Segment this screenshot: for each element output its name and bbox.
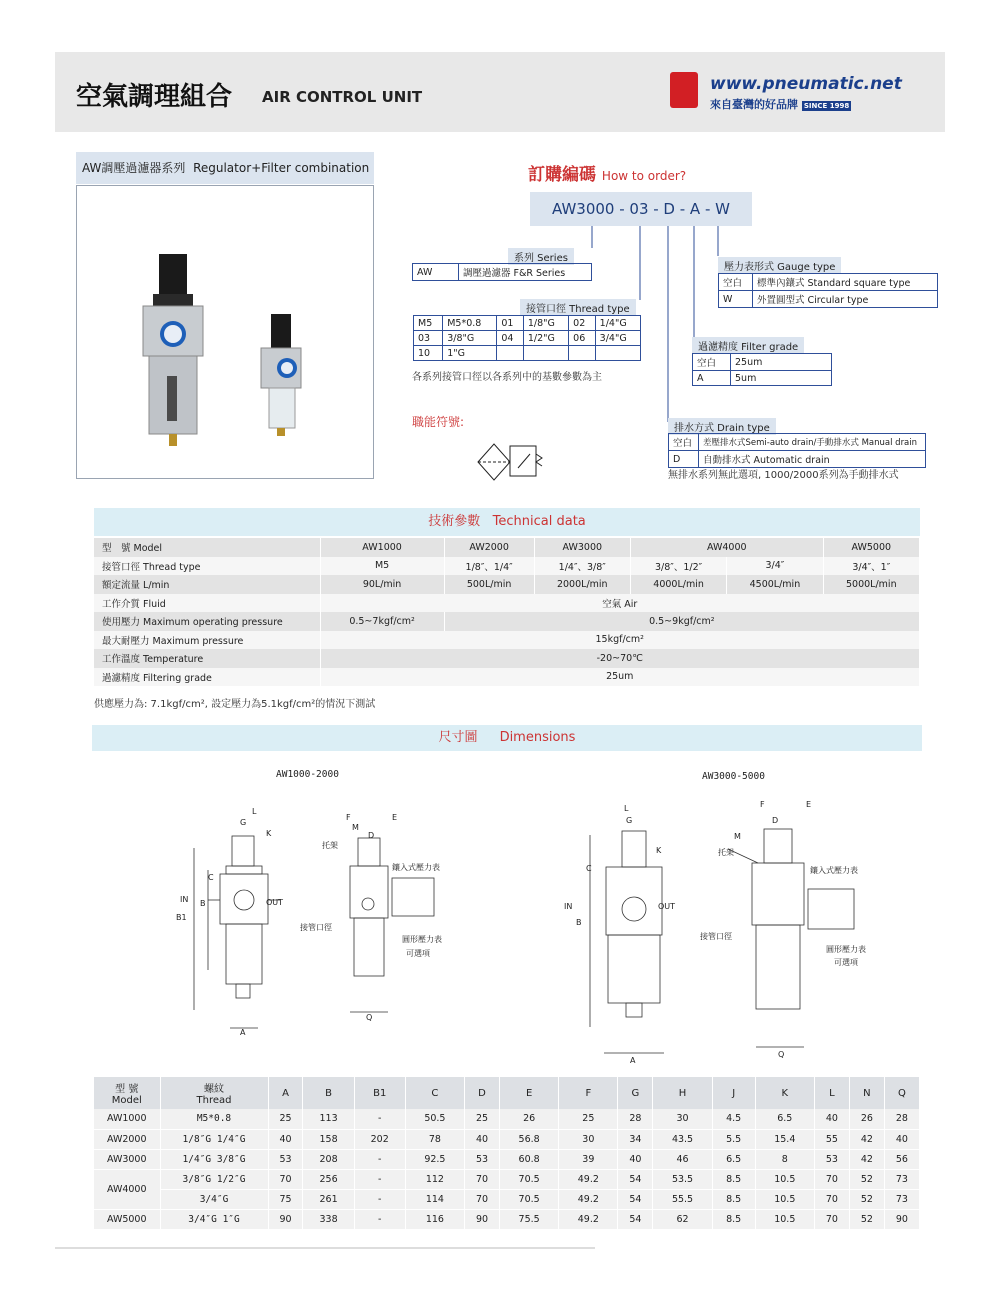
model-cell: AW2000: [94, 1129, 160, 1149]
dimension-cell: 4.5: [712, 1109, 755, 1129]
svg-text:G: G: [240, 818, 247, 827]
svg-text:E: E: [806, 800, 812, 809]
dimension-cell: 8.5: [712, 1189, 755, 1209]
dimension-cell: 28: [618, 1109, 653, 1129]
dimension-cell: 10.5: [755, 1189, 814, 1209]
dimension-cell: 75.5: [500, 1209, 559, 1229]
thread-cell: M5*0.8: [160, 1109, 268, 1129]
thread-cell: 3/4″G 1″G: [160, 1209, 268, 1229]
svg-text:可選項: 可選項: [406, 949, 430, 958]
series-label: 系列 Series: [508, 248, 574, 265]
svg-text:B1: B1: [176, 913, 187, 922]
dimension-cell: 52: [849, 1169, 884, 1189]
dimension-column-header: D: [465, 1077, 500, 1109]
svg-text:C: C: [586, 864, 592, 873]
svg-text:IN: IN: [564, 902, 573, 911]
dimension-cell: 42: [849, 1129, 884, 1149]
dimension-cell: 55.5: [653, 1189, 712, 1209]
dimension-cell: 338: [303, 1209, 354, 1229]
svg-text:鑲入式壓力表: 鑲入式壓力表: [392, 863, 440, 872]
svg-text:A: A: [240, 1028, 246, 1037]
dimension-cell: 70: [814, 1169, 849, 1189]
dimension-cell: 39: [559, 1149, 618, 1169]
dimension-cell: 70.5: [500, 1189, 559, 1209]
dimension-cell: 8.5: [712, 1209, 755, 1229]
dimension-cell: 30: [559, 1129, 618, 1149]
model-cell: AW3000: [94, 1149, 160, 1169]
table-row: [94, 1209, 920, 1229]
series-table: [412, 263, 592, 281]
dimension-column-header: B1: [354, 1077, 405, 1109]
drain-label: 排水方式 Drain type: [668, 418, 776, 435]
drawing-left-title: AW1000-2000: [276, 769, 339, 780]
dimension-cell: 208: [303, 1149, 354, 1169]
dimension-column-header: F: [559, 1077, 618, 1109]
dimensions-table: 型 號 Model 螺紋 Thread A B B1 C D E F G H J K L N Q AW1000 M5*0.8 25 113 - 50.5 25 26 25 28 30 4.5 6.5 40 26 28 AW2000 1/8″G 1/4″G 40 158 202 78 40 56.8 30 34 43.5 5.5 15.4 55 42 40 AW3000 1/4″G 3/8″G 53 208 - 92.5 53 60.8 39 40 46 6.5 8 53 42 56 AW4000 3/8″G 1/2″G 70 256 - 112 70 70.5 49.2 54 53.5 8.5 10.5 70 52 73 3/4″G 75 261 - 114 70 70.5 49.2 54 55.5 8.5 10.5 70 52 73 AW5000 3/4″G 1″G 90 338 - 116 90 75.5 49.2 54 62 8.5 10.5 70 52 90: [94, 1077, 920, 1230]
svg-text:OUT: OUT: [658, 902, 676, 911]
dimension-cell: 70: [814, 1189, 849, 1209]
svg-text:C: C: [208, 873, 214, 882]
dimension-cell: 43.5: [653, 1129, 712, 1149]
dimension-cell: 49.2: [559, 1209, 618, 1229]
dimension-column-header: K: [755, 1077, 814, 1109]
series-desc: 調壓過濾器 F&R Series: [459, 264, 592, 281]
gauge-label: 壓力表形式 Gauge type: [718, 257, 841, 274]
svg-text:E: E: [392, 813, 398, 822]
dimension-cell: 73: [884, 1189, 919, 1209]
svg-text:Q: Q: [366, 1013, 373, 1022]
svg-text:圓形壓力表: 圓形壓力表: [826, 945, 866, 954]
dimension-cell: 34: [618, 1129, 653, 1149]
dimension-cell: 10.5: [755, 1169, 814, 1189]
dimension-cell: 55: [814, 1129, 849, 1149]
dimension-cell: 52: [849, 1189, 884, 1209]
dimension-cell: 46: [653, 1149, 712, 1169]
svg-text:G: G: [626, 816, 633, 825]
dimension-cell: 26: [849, 1109, 884, 1129]
drain-table: 空白 差壓排水式Semi-auto drain/手動排水式 Manual drain D 自動排水式 Automatic drain: [668, 433, 926, 468]
table-row: [94, 1109, 920, 1129]
dimension-cell: 116: [405, 1209, 464, 1229]
dimension-cell: -: [354, 1169, 405, 1189]
svg-text:K: K: [266, 829, 272, 838]
dimension-column-header: N: [849, 1077, 884, 1109]
svg-text:可選項: 可選項: [834, 958, 858, 967]
dimension-cell: -: [354, 1149, 405, 1169]
svg-text:托架: 托架: [322, 841, 338, 850]
footer-divider: [55, 1247, 595, 1249]
svg-text:OUT: OUT: [266, 898, 284, 907]
dimension-cell: 75: [268, 1189, 303, 1209]
dimension-cell: 60.8: [500, 1149, 559, 1169]
dimension-cell: 42: [849, 1149, 884, 1169]
dimension-column-header: B: [303, 1077, 354, 1109]
gauge-table: 空白 標準內鑲式 Standard square type W 外置圓型式 Circular type: [718, 273, 938, 308]
technical-note: 供應壓力為: 7.1kgf/cm², 設定壓力為5.1kgf/cm²的情況下測試: [94, 699, 376, 710]
svg-text:M: M: [352, 823, 359, 832]
dimension-cell: 70: [465, 1189, 500, 1209]
dimension-cell: 50.5: [405, 1109, 464, 1129]
dimension-cell: 40: [268, 1129, 303, 1149]
dimension-cell: 56.8: [500, 1129, 559, 1149]
product-series-heading: AW調壓過濾器系列 Regulator+Filter combination: [76, 152, 374, 184]
thread-table: M5 M5*0.8 01 1/8"G 02 1/4"G 03 3/8"G 04 1/2"G 06 3/4"G 10 1"G: [413, 315, 641, 361]
dimension-cell: 6.5: [755, 1109, 814, 1129]
series-code: AW: [413, 264, 459, 281]
dimension-cell: 92.5: [405, 1149, 464, 1169]
table-row: [94, 1149, 920, 1169]
page-title-cn: 空氣調理組合: [76, 82, 233, 112]
drawing-right-title: AW3000-5000: [702, 771, 765, 782]
drawing-aw1000-2000: [170, 790, 470, 1050]
dimension-cell: -: [354, 1189, 405, 1209]
dimension-cell: 90: [884, 1209, 919, 1229]
svg-text:D: D: [772, 816, 779, 825]
thread-cell: 3/8″G 1/2″G: [160, 1169, 268, 1189]
svg-text:M: M: [734, 832, 741, 841]
dimension-cell: 113: [303, 1109, 354, 1129]
table-row: [94, 1189, 920, 1209]
svg-text:B: B: [200, 899, 206, 908]
dimension-cell: 202: [354, 1129, 405, 1149]
dimension-cell: 56: [884, 1149, 919, 1169]
svg-text:F: F: [760, 800, 765, 809]
dimension-cell: 62: [653, 1209, 712, 1229]
table-row: [94, 1129, 920, 1149]
dimension-cell: 70: [465, 1169, 500, 1189]
svg-text:A: A: [630, 1056, 636, 1065]
dimension-cell: 10.5: [755, 1209, 814, 1229]
dimension-cell: 70: [814, 1209, 849, 1229]
dimension-cell: -: [354, 1209, 405, 1229]
dimension-column-header: H: [653, 1077, 712, 1109]
dimension-cell: 25: [465, 1109, 500, 1129]
dimension-cell: 70.5: [500, 1169, 559, 1189]
dimension-column-header: Q: [884, 1077, 919, 1109]
dimension-cell: 8.5: [712, 1169, 755, 1189]
drawing-aw3000-5000: [560, 795, 900, 1065]
dimension-cell: 53: [268, 1149, 303, 1169]
dimension-cell: 40: [814, 1109, 849, 1129]
thread-cell: 3/4″G: [160, 1189, 268, 1209]
svg-text:L: L: [624, 804, 629, 813]
dimension-cell: 8: [755, 1149, 814, 1169]
technical-heading: 技術參數 Technical data: [94, 508, 920, 536]
svg-text:接管口徑: 接管口徑: [300, 923, 332, 932]
dimension-cell: 49.2: [559, 1189, 618, 1209]
svg-text:鑲入式壓力表: 鑲入式壓力表: [810, 866, 858, 875]
dimension-cell: 52: [849, 1209, 884, 1229]
dimension-cell: 40: [884, 1129, 919, 1149]
dimension-cell: 25: [268, 1109, 303, 1129]
dimension-cell: 54: [618, 1209, 653, 1229]
svg-text:接管口徑: 接管口徑: [700, 932, 732, 941]
dimension-cell: 261: [303, 1189, 354, 1209]
thread-cell: 1/8″G 1/4″G: [160, 1129, 268, 1149]
brand-logo-icon: [670, 72, 698, 108]
order-code: AW3000 - 03 - D - A - W: [530, 192, 752, 226]
dimension-cell: 54: [618, 1169, 653, 1189]
brand-slogan: 來自臺灣的好品牌 SINCE 1998: [710, 98, 850, 111]
dimension-cell: 49.2: [559, 1169, 618, 1189]
svg-text:圓形壓力表: 圓形壓力表: [402, 935, 442, 944]
dimension-cell: 70: [268, 1169, 303, 1189]
dimension-cell: 73: [884, 1169, 919, 1189]
dimension-cell: 53: [465, 1149, 500, 1169]
dimension-cell: 256: [303, 1169, 354, 1189]
dimension-cell: 112: [405, 1169, 464, 1189]
dimension-cell: 78: [405, 1129, 464, 1149]
dimension-cell: 6.5: [712, 1149, 755, 1169]
svg-text:B: B: [576, 918, 582, 927]
brand-url: www.pneumatic.net: [710, 74, 902, 94]
dimension-column-header: C: [405, 1077, 464, 1109]
page-title-en: AIR CONTROL UNIT: [262, 88, 423, 106]
dimension-cell: 5.5: [712, 1129, 755, 1149]
order-title: 訂購編碼 How to order?: [528, 165, 687, 185]
svg-text:L: L: [252, 807, 257, 816]
symbol-label: 職能符號:: [412, 415, 465, 429]
thread-label: 接管口徑 Thread type: [520, 299, 636, 316]
model-cell: AW4000: [94, 1169, 160, 1209]
model-cell: AW1000: [94, 1109, 160, 1129]
filter-table: 空白 25um A 5um: [692, 353, 832, 386]
dimension-column-header: G: [618, 1077, 653, 1109]
dimension-cell: 28: [884, 1109, 919, 1129]
filter-label: 過濾精度 Filter grade: [692, 337, 804, 354]
thread-cell: 1/4″G 3/8″G: [160, 1149, 268, 1169]
svg-text:Q: Q: [778, 1050, 785, 1059]
dimension-cell: 53.5: [653, 1169, 712, 1189]
table-row: [94, 1169, 920, 1189]
thread-note: 各系列接管口徑以各系列中的基數參數為主: [412, 372, 602, 383]
drain-note: 無排水系列無此選項, 1000/2000系列為手動排水式: [668, 470, 899, 481]
svg-text:K: K: [656, 846, 662, 855]
dimension-cell: 25: [559, 1109, 618, 1129]
dimension-column-header: A: [268, 1077, 303, 1109]
dimension-cell: 15.4: [755, 1129, 814, 1149]
dimension-cell: 114: [405, 1189, 464, 1209]
dimension-cell: 26: [500, 1109, 559, 1129]
dimension-cell: 40: [465, 1129, 500, 1149]
dimensions-heading: 尺寸圖 Dimensions: [92, 725, 922, 751]
svg-text:D: D: [368, 831, 375, 840]
dimension-cell: 90: [268, 1209, 303, 1229]
dimension-cell: -: [354, 1109, 405, 1129]
dimension-column-header: J: [712, 1077, 755, 1109]
dimension-cell: 90: [465, 1209, 500, 1229]
model-cell: AW5000: [94, 1209, 160, 1229]
dimension-column-header: L: [814, 1077, 849, 1109]
dimension-cell: 53: [814, 1149, 849, 1169]
dimension-column-header: E: [500, 1077, 559, 1109]
dimension-cell: 40: [618, 1149, 653, 1169]
technical-table: 型 號 Model AW1000 AW2000 AW3000 AW4000 AW5000 接管口徑 Thread type M5 1/8″、1/4″ 1/4″、3/8″ 3/8″、1/2″ 3/4″ 3/4″、1″ 額定流量 L/min 90L/min 500L/min 2000L/min 4000L/min 4500L/min 5000L/min 工作介質 Fluid 空氣 Air 使用壓力 Maximum operating pressure 0.5~7kgf/cm² 0.5~9kgf/cm² 最大耐壓力 Maximum pressure 15kgf/cm² 工作溫度 Temperature -20~70℃ 過濾精度 Filtering grade 25um: [94, 538, 920, 686]
dimension-cell: 30: [653, 1109, 712, 1129]
dimension-cell: 54: [618, 1189, 653, 1209]
dimension-cell: 158: [303, 1129, 354, 1149]
svg-text:F: F: [346, 813, 351, 822]
product-photo: [76, 185, 374, 479]
function-symbol-icon: [474, 440, 546, 484]
svg-text:托架: 托架: [718, 848, 734, 857]
svg-text:IN: IN: [180, 895, 189, 904]
